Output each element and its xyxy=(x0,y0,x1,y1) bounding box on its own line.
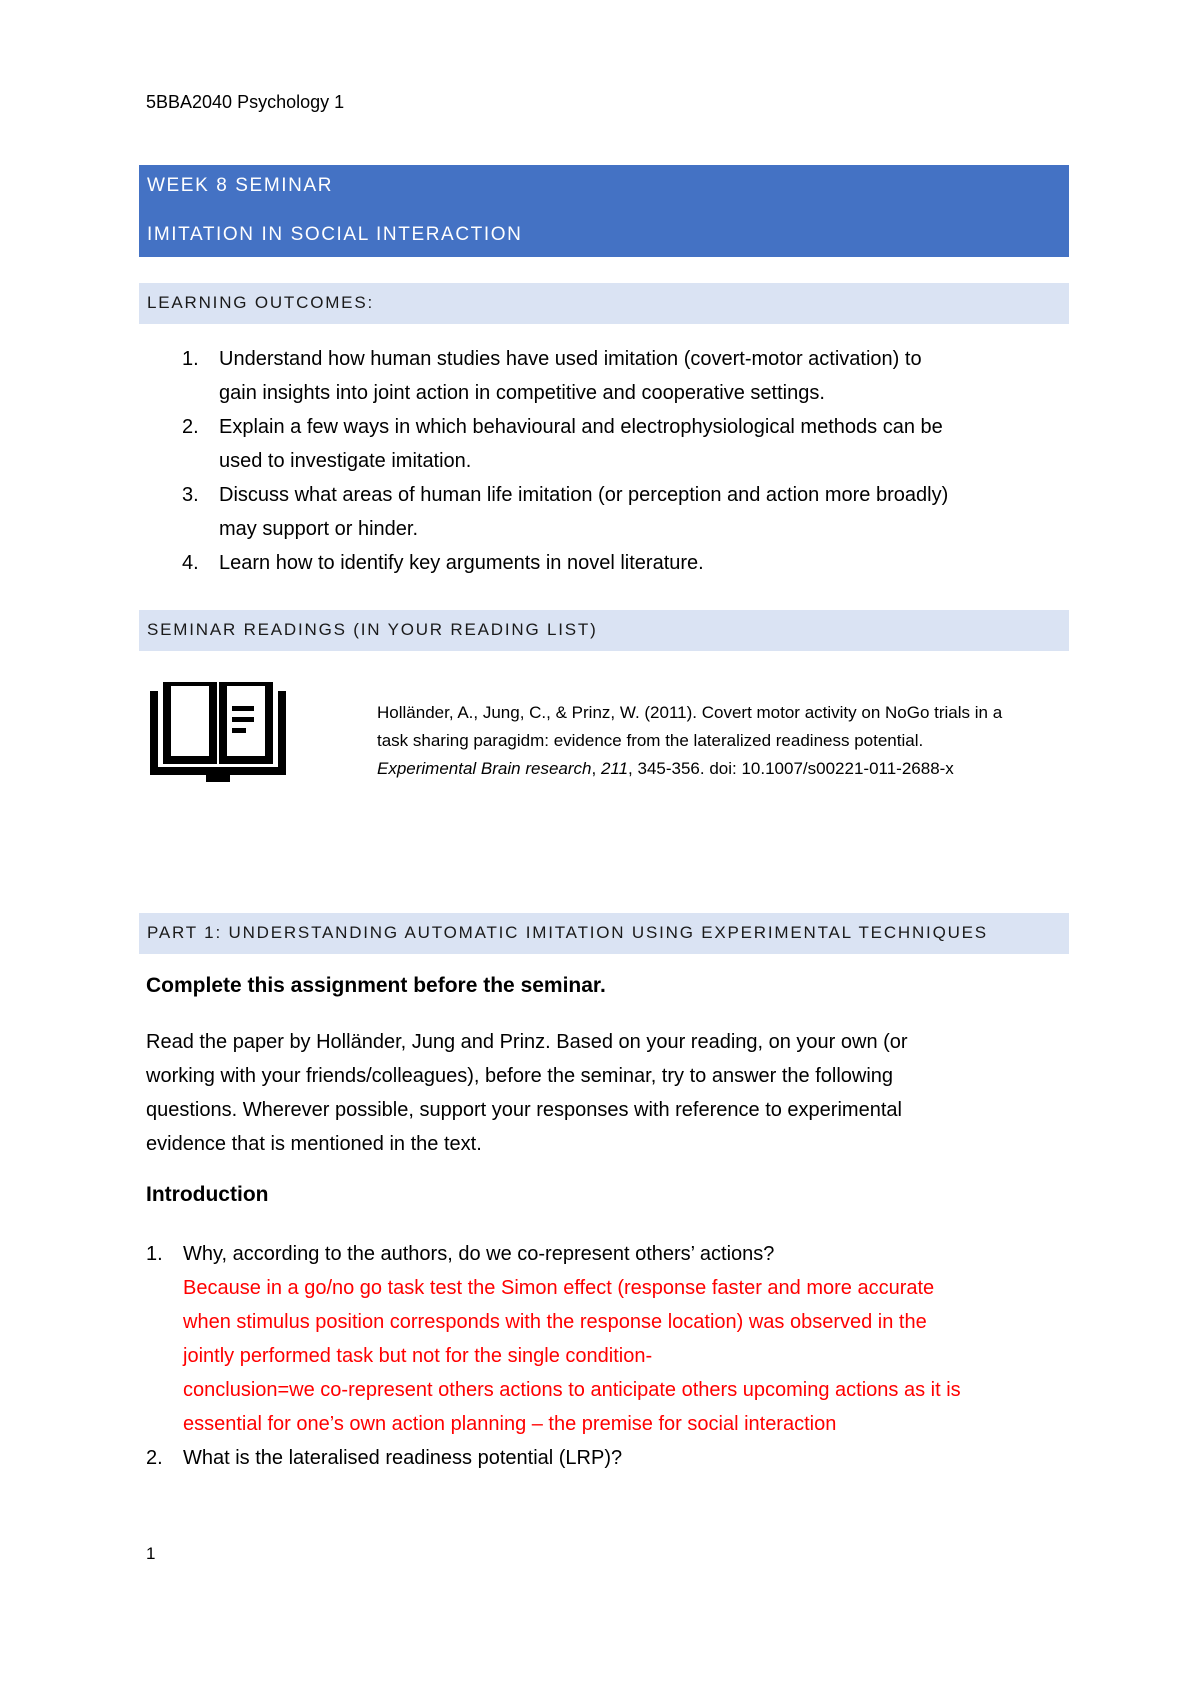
assignment-title: Complete this assignment before the seminar. xyxy=(146,974,606,997)
paragraph-line: Read the paper by Holländer, Jung and Prinz. Based on your reading, on your own (or xyxy=(146,1031,908,1053)
reference-line: Holländer, A., Jung, C., & Prinz, W. (2011). Covert motor activity on NoGo trials in a xyxy=(377,703,1003,722)
pages-doi: , 345-356. doi: 10.1007/s00221-011-2688-x xyxy=(628,759,954,778)
question-number: 1. xyxy=(146,1243,163,1265)
part1-heading-bar xyxy=(139,913,1069,954)
list-item xyxy=(146,546,1046,580)
paragraph-line: evidence that is mentioned in the text. xyxy=(146,1133,482,1155)
item-text: Explain a few ways in which behavioural and electrophysiological methods can be xyxy=(219,416,943,438)
seminar-title: IMITATION IN SOCIAL INTERACTION xyxy=(147,224,523,245)
introduction-heading: Introduction xyxy=(146,1183,269,1206)
instructions-paragraph xyxy=(146,1025,1046,1161)
answer-line: essential for one’s own action planning – the premise for social interaction xyxy=(183,1413,837,1435)
learning-outcomes-heading: LEARNING OUTCOMES: xyxy=(147,293,374,312)
question-text: Why, according to the authors, do we co-represent others’ actions? xyxy=(183,1243,775,1265)
answer-line: jointly performed task but not for the single condition- xyxy=(183,1345,653,1367)
book-icon xyxy=(150,682,286,791)
list-item xyxy=(146,478,1046,546)
item-text: Discuss what areas of human life imitation (or perception and action more broadly) xyxy=(219,484,949,506)
answer-text xyxy=(183,1271,1076,1441)
list-item xyxy=(146,1441,1076,1475)
question-text: What is the lateralised readiness potential (LRP)? xyxy=(183,1447,623,1469)
question-number: 2. xyxy=(146,1447,163,1469)
page-number: 1 xyxy=(146,1544,156,1563)
reference-line xyxy=(377,755,1077,783)
page-header: 5BBA2040 Psychology 1 xyxy=(146,92,345,112)
item-text: Understand how human studies have used imitation (covert-motor activation) to xyxy=(219,348,922,370)
item-text: used to investigate imitation. xyxy=(219,450,472,472)
paragraph-line: questions. Wherever possible, support your responses with reference to experimental xyxy=(146,1099,902,1121)
learning-outcomes-list xyxy=(146,342,1046,580)
answer-line: conclusion=we co-represent others actions to anticipate others upcoming actions as it is xyxy=(183,1379,961,1401)
questions-list xyxy=(146,1237,1076,1475)
readings-heading: SEMINAR READINGS (IN YOUR READING LIST) xyxy=(147,620,598,639)
item-number: 3. xyxy=(182,484,199,506)
item-text: Learn how to identify key arguments in novel literature. xyxy=(219,552,704,574)
readings-heading-bar xyxy=(139,610,1069,651)
part1-heading: PART 1: UNDERSTANDING AUTOMATIC IMITATION USING EXPERIMENTAL TECHNIQUES xyxy=(147,923,988,942)
item-number: 2. xyxy=(182,416,199,438)
reference-citation xyxy=(377,699,1077,783)
list-item xyxy=(146,410,1046,478)
list-item xyxy=(146,342,1046,410)
journal-name: Experimental Brain research xyxy=(377,759,592,778)
paragraph-line: working with your friends/colleagues), before the seminar, try to answer the following xyxy=(146,1065,894,1087)
reference-line: task sharing paragidm: evidence from the lateralized readiness potential. xyxy=(377,731,924,750)
learning-outcomes-heading-bar xyxy=(139,283,1069,324)
separator: , xyxy=(591,759,601,778)
journal-volume: 211 xyxy=(600,759,629,778)
title-banner xyxy=(139,165,1069,257)
answer-line: when stimulus position corresponds with the response location) was observed in the xyxy=(183,1311,927,1333)
week-title: WEEK 8 SEMINAR xyxy=(147,175,334,196)
item-text: gain insights into joint action in competitive and cooperative settings. xyxy=(219,382,825,404)
list-item xyxy=(146,1237,1076,1441)
answer-line: Because in a go/no go task test the Simon effect (response faster and more accurate xyxy=(183,1277,935,1299)
item-number: 4. xyxy=(182,552,199,574)
item-text: may support or hinder. xyxy=(219,518,418,540)
item-number: 1. xyxy=(182,348,199,370)
